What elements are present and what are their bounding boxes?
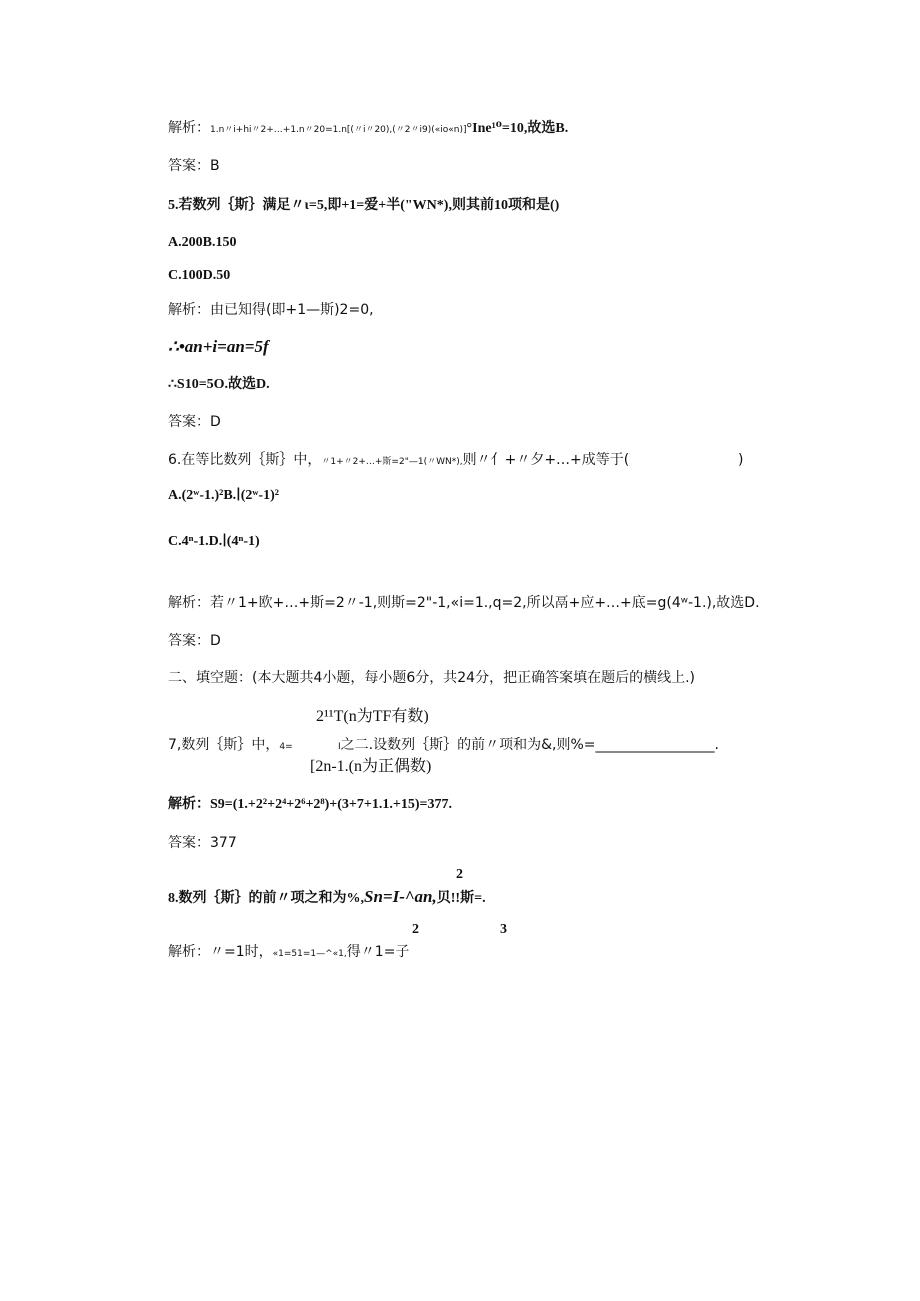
q5-solution-line-2: ∴•an+i=an=5f (168, 337, 269, 356)
question-7: 7,数列｛斯｝中，4= (168, 737, 293, 753)
q5-solution-line-1: 解析：由已知得(即+1—斯)2=0, (168, 302, 374, 318)
q8-superscript: 2 (456, 867, 463, 882)
q7-case-top: 2¹¹T(n为TF有数) (316, 708, 429, 725)
q6-options-cd: C.4ⁿ-1.D.∣(4ⁿ-1) (168, 534, 260, 549)
solution-line: 解析：1.n〃i+hi〃2+…+1.n〃20=1.n[(〃i〃20),(〃2〃i9)(«io«n)]°Ine¹⁰=10,故选B. (168, 120, 569, 136)
q8-fraction-number: 3 (500, 922, 507, 937)
q6-solution: 解析：若〃1+欧+…+斯=2〃-1,则斯=2"-1,«i=1.,q=2,所以鬲+应+…+底=g(4ʷ-1.),故选D. (168, 595, 760, 611)
q5-options-cd: C.100D.50 (168, 268, 231, 283)
q7-solution: 解析：S9=(1.+2²+2⁴+2⁶+2⁸)+(3+7+1.1.+15)=377. (168, 797, 452, 812)
question-7-rest: I之二.设数列｛斯｝的前〃项和为&,则%=_________________. (338, 737, 719, 753)
section-title-fill-in: 二、填空题：(本大题共4小题，每小题6分，共24分，把正确答案填在题后的横线上.) (168, 670, 696, 686)
question-6-close-paren: ) (738, 452, 744, 468)
q5-options-ab: A.200B.150 (168, 235, 237, 250)
q8-fraction-number: 2 (412, 922, 419, 937)
answer-line: 答案：D (168, 633, 221, 649)
question-5: 5.若数列｛斯｝满足〃ι=5,即+1=爱+半("WN*),则其前10项和是() (168, 198, 560, 213)
q5-solution-line-3: ∴S10=5O.故选D. (168, 377, 270, 392)
question-8: 8.数列｛斯｝的前〃项之和为%,Sn=I-^an,贝!!斯=. (168, 887, 486, 906)
question-6: 6.在等比数列｛斯｝中，〃1+〃2+…+斯=2"—1(〃WN*),则〃亻+〃夕+…+成等于( (168, 452, 630, 468)
answer-line: 答案：D (168, 414, 221, 430)
q8-solution: 解析：〃=1时，«1=51=1—^«1,得〃1=子 (168, 944, 410, 960)
answer-line: 答案：B (168, 158, 220, 174)
q7-case-bottom: [2n-1.(n为正偶数) (310, 758, 432, 775)
q6-options-ab: A.(2ʷ-1.)²B.∣(2ʷ-1)² (168, 488, 279, 503)
answer-line: 答案：377 (168, 835, 237, 851)
